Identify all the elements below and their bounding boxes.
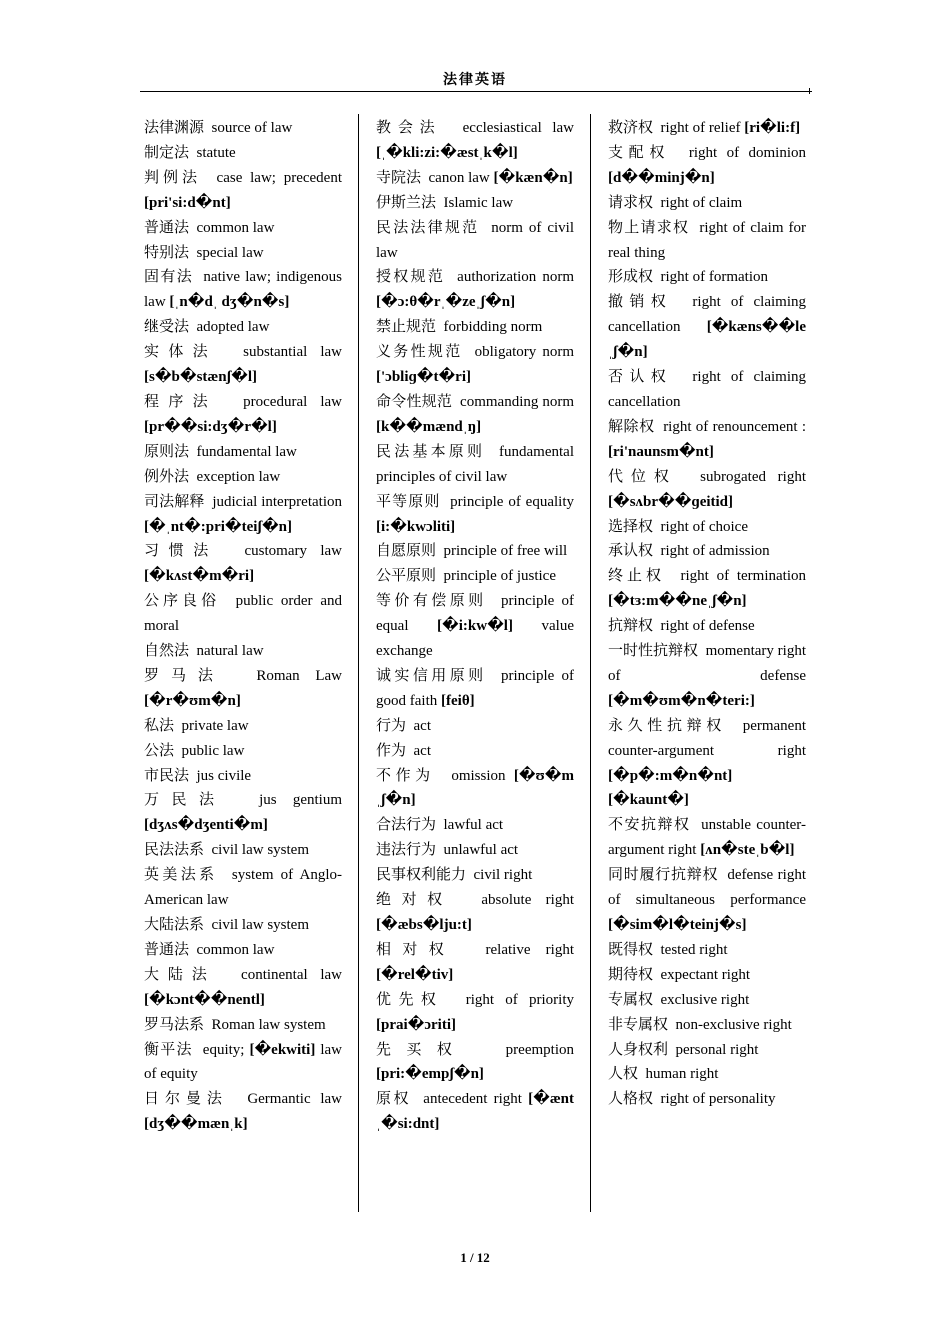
term-chinese: 习惯法	[144, 543, 218, 560]
term-chinese: 罗马法	[144, 667, 225, 684]
term-chinese: 普通法	[144, 941, 190, 958]
term-english: preemption	[505, 1041, 574, 1058]
term-chinese: 万民法	[144, 792, 227, 809]
glossary-entry	[376, 764, 574, 814]
glossary-entry	[376, 265, 574, 315]
glossary-entry	[376, 589, 574, 664]
glossary-entry	[376, 390, 574, 440]
glossary-entry	[608, 1038, 806, 1063]
term-chinese: 不作为	[376, 767, 435, 784]
term-phonetic: [�ekwiti]	[249, 1041, 316, 1058]
header-rule-tick	[809, 88, 810, 94]
term-chinese: 救济权	[608, 120, 654, 136]
glossary-entry	[144, 963, 342, 1013]
glossary-entry	[144, 1013, 342, 1038]
glossary-entry	[144, 216, 342, 241]
term-chinese: 形成权	[608, 269, 654, 286]
glossary-entry	[144, 788, 342, 838]
glossary-entry	[608, 813, 806, 863]
term-phonetic: [ri'naunsm�nt]	[608, 443, 714, 460]
term-english: Roman law system	[211, 1016, 326, 1033]
term-english: civil law system	[211, 842, 310, 859]
term-phonetic: [prai�ɔriti]	[376, 1016, 457, 1033]
term-phonetic: [pr��si:dʒ�r�l]	[144, 418, 277, 435]
glossary-entry	[376, 813, 574, 838]
term-english: public order and moral	[144, 593, 342, 635]
glossary-entry	[376, 714, 574, 739]
term-english: norm of civil law	[376, 219, 574, 261]
term-english: fundamental principles of civil law	[376, 443, 574, 485]
glossary-entry	[376, 988, 574, 1038]
glossary-entry	[376, 739, 574, 764]
glossary-entry	[608, 539, 806, 564]
document-header-title: 法律英语	[443, 72, 507, 88]
term-english: principle of free will	[443, 543, 568, 560]
term-phonetic: [�m�ʊm�n�teri:]	[608, 692, 755, 709]
term-english: act	[413, 717, 431, 734]
term-chinese: 衡平法	[144, 1041, 193, 1058]
term-english: momentary right of defense	[608, 643, 806, 684]
glossary-entry	[376, 863, 574, 888]
glossary-entry	[608, 1062, 806, 1087]
term-english: public law	[181, 742, 245, 759]
term-chinese: 大陆法	[144, 966, 216, 983]
glossary-entry	[144, 539, 342, 589]
term-phonetic: [dʒʌs�dʒenti�m]	[144, 817, 268, 834]
term-phonetic: [�tɜ:m��neˌʃ�n]	[608, 593, 747, 610]
glossary-entry	[608, 116, 806, 141]
term-phonetic: [�sʌbr��ɡeitid]	[608, 493, 734, 510]
term-phonetic: [pri'si:d�nt]	[144, 194, 231, 211]
glossary-entry	[144, 863, 342, 913]
glossary-entry	[608, 365, 806, 415]
term-english: principle of equality	[450, 493, 574, 510]
term-phonetic: [i:�kwɔliti]	[376, 518, 456, 535]
term-english: private law	[181, 717, 249, 734]
term-phonetic: [�kæn�n]	[493, 169, 573, 186]
term-english: statute	[196, 144, 236, 161]
glossary-entry	[144, 938, 342, 963]
glossary-entry	[144, 141, 342, 166]
term-chinese: 期待权	[608, 966, 654, 983]
term-chinese: 伊斯兰法	[376, 194, 437, 211]
term-english: customary law	[244, 543, 343, 560]
glossary-entry	[144, 1087, 342, 1137]
term-english: right of personality	[660, 1091, 776, 1108]
term-phonetic: [ˌ�kli:zi:�æstˌk�l]	[376, 144, 518, 161]
term-chinese: 人身权利	[608, 1041, 669, 1058]
term-phonetic: [�æbs�lju:t]	[376, 917, 472, 933]
term-chinese: 实体法	[144, 344, 217, 361]
term-english: civil right	[473, 867, 533, 884]
term-english: right of relief	[660, 120, 741, 136]
term-chinese: 市民法	[144, 767, 190, 784]
term-english: right of admission	[660, 543, 770, 560]
term-phonetic: [k��mændˌŋ]	[376, 418, 482, 435]
term-chinese: 违法行为	[376, 842, 437, 859]
term-chinese: 非专属权	[608, 1016, 669, 1033]
term-chinese: 选择权	[608, 518, 654, 535]
column-divider	[358, 114, 359, 1212]
column-divider	[590, 114, 591, 1212]
term-english: non-exclusive right	[675, 1016, 792, 1033]
term-phonetic: [�ʊ�mˌʃ�n]	[376, 767, 575, 809]
glossary-entry	[144, 315, 342, 340]
term-english: right of claim	[660, 194, 743, 211]
glossary-column-1	[144, 116, 342, 1137]
term-english: case law; precedent	[216, 169, 342, 186]
term-chinese: 普通法	[144, 219, 190, 236]
term-phonetic: [�kʌst�m�ri]	[144, 568, 255, 585]
glossary-entry	[144, 465, 342, 490]
term-phonetic: [�ˌnt�:pri�teiʃ�n]	[144, 518, 292, 535]
glossary-entry	[608, 141, 806, 191]
glossary-entry	[144, 1038, 342, 1088]
term-english: lawful act	[443, 817, 504, 834]
glossary-entry	[144, 116, 342, 141]
glossary-entry	[144, 390, 342, 440]
term-phonetic: [�kɔnt��nentl]	[144, 991, 265, 1008]
term-chinese: 请求权	[608, 194, 654, 211]
term-chinese: 民法法系	[144, 842, 205, 859]
term-phonetic: [�ɔ:θ�rˌ�zeˌʃ�n]	[376, 294, 516, 311]
glossary-entry	[144, 764, 342, 789]
term-phonetic: [d��minj�n]	[608, 169, 715, 186]
glossary-entry	[144, 838, 342, 863]
term-phonetic: ['ɔbliɡ�t�ri]	[376, 369, 471, 386]
term-english: Islamic law	[443, 194, 514, 211]
page-number: 1 / 12	[460, 1250, 490, 1265]
term-phonetic: [�rel�tiv]	[376, 966, 454, 983]
glossary-entry	[608, 191, 806, 216]
term-english: unstable counter-argument right	[608, 817, 806, 859]
term-chinese: 同时履行抗辩权	[608, 867, 719, 884]
term-english: right of choice	[660, 518, 748, 535]
term-chinese: 民法法律规范	[376, 219, 480, 236]
term-english: civil law system	[211, 917, 310, 933]
term-chinese: 命令性规范	[376, 393, 453, 410]
term-chinese: 行为	[376, 717, 407, 734]
term-chinese: 司法解释	[144, 493, 205, 510]
term-english: right of termination	[680, 568, 806, 585]
term-english-cont: law of equity	[144, 1041, 343, 1083]
term-english: tested right	[660, 941, 728, 958]
term-english: procedural law	[243, 393, 343, 410]
glossary-entry	[608, 290, 806, 365]
term-phonetic: [�i:kw�l]	[437, 618, 513, 635]
term-english: human right	[645, 1066, 719, 1083]
glossary-entry	[144, 913, 342, 938]
term-chinese: 原则法	[144, 443, 190, 460]
glossary-entry	[608, 988, 806, 1013]
term-english: Germantic law	[247, 1091, 342, 1108]
glossary-entry	[608, 639, 806, 714]
term-chinese: 授权规范	[376, 269, 446, 286]
glossary-column-3	[608, 116, 806, 1112]
term-english: principle of equal	[376, 593, 574, 635]
glossary-entry	[608, 515, 806, 540]
term-english: substantial law	[243, 344, 342, 361]
glossary-entry	[144, 639, 342, 664]
term-chinese: 民事权利能力	[376, 867, 467, 884]
term-phonetic: [ri�li:f]	[744, 120, 801, 136]
term-phonetic: [ˌn�dˌ dʒ�n�s]	[169, 294, 290, 311]
term-chinese: 继受法	[144, 319, 190, 336]
term-chinese: 先买权	[376, 1041, 468, 1058]
term-chinese: 抗辩权	[608, 618, 654, 635]
term-chinese: 大陆法系	[144, 917, 205, 933]
term-chinese: 公平原则	[376, 568, 437, 585]
glossary-entry	[144, 490, 342, 540]
term-chinese: 自然法	[144, 643, 190, 660]
term-english: right of priority	[465, 991, 574, 1008]
term-chinese: 民法基本原则	[376, 443, 486, 460]
term-chinese: 专属权	[608, 991, 654, 1008]
term-chinese: 程序法	[144, 393, 217, 410]
term-english: right of claiming cancellation	[608, 369, 806, 410]
glossary-entry	[608, 564, 806, 614]
term-phonetic: [�kæns��leˌʃ�n]	[608, 319, 806, 361]
term-chinese: 绝对权	[376, 892, 453, 909]
term-chinese: 否认权	[608, 369, 673, 386]
term-chinese: 代位权	[608, 468, 677, 485]
glossary-entry	[144, 739, 342, 764]
glossary-entry	[608, 1013, 806, 1038]
term-chinese: 特别法	[144, 244, 190, 261]
glossary-entry	[144, 166, 342, 216]
term-phonetic: [ʌn�steˌb�l]	[700, 842, 795, 859]
glossary-column-2	[376, 116, 574, 1137]
term-english: right of defense	[660, 618, 755, 635]
term-chinese: 例外法	[144, 468, 190, 485]
glossary-entry	[144, 589, 342, 639]
glossary-entry	[376, 564, 574, 589]
glossary-entry	[376, 490, 574, 540]
term-english: adopted law	[196, 319, 270, 336]
term-english: common law	[196, 941, 275, 958]
glossary-entry	[608, 963, 806, 988]
term-english: source of law	[211, 120, 293, 136]
glossary-entry	[144, 440, 342, 465]
glossary-entry	[608, 863, 806, 938]
glossary-entry	[376, 216, 574, 266]
glossary-entry	[376, 1087, 574, 1137]
term-english-cont: value exchange	[376, 618, 574, 660]
glossary-entry	[144, 241, 342, 266]
term-english: principle of justice	[443, 568, 556, 585]
term-chinese: 禁止规范	[376, 319, 437, 336]
term-chinese: 等价有偿原则	[376, 593, 487, 610]
term-english: absolute right	[481, 892, 574, 909]
glossary-entry	[608, 714, 806, 814]
term-chinese: 一时性抗辩权	[608, 643, 699, 660]
glossary-entry	[376, 116, 574, 166]
term-chinese: 承认权	[608, 543, 654, 560]
term-english: right of claim for real thing	[608, 219, 807, 261]
glossary-entry	[608, 265, 806, 290]
glossary-entry	[144, 340, 342, 390]
term-chinese: 制定法	[144, 144, 190, 161]
term-english: natural law	[196, 643, 264, 660]
glossary-entry	[608, 415, 806, 465]
term-english: obligatory norm	[474, 344, 574, 361]
term-english: omission	[451, 767, 506, 784]
term-english: equity;	[202, 1041, 245, 1058]
term-chinese: 法律渊源	[144, 120, 205, 136]
glossary-entry	[376, 838, 574, 863]
term-chinese: 自愿原则	[376, 543, 437, 560]
term-english: continental law	[241, 966, 342, 983]
glossary-entry	[144, 664, 342, 714]
glossary-entry	[376, 440, 574, 490]
term-chinese: 人格权	[608, 1091, 654, 1108]
term-chinese: 公序良俗	[144, 593, 221, 610]
term-chinese: 物上请求权	[608, 219, 690, 236]
term-phonetic: [�p�:m�n�nt] [�kaunt�]	[608, 767, 733, 809]
term-chinese: 撤销权	[608, 294, 673, 311]
term-chinese: 相对权	[376, 941, 456, 958]
term-english: right of dominion	[688, 144, 807, 161]
term-english: judicial interpretation	[212, 493, 342, 510]
term-chinese: 永久性抗辩权	[608, 717, 726, 734]
term-chinese: 不安抗辩权	[608, 817, 691, 834]
glossary-entry	[144, 714, 342, 739]
term-english: forbidding norm	[443, 319, 543, 336]
glossary-entry	[608, 465, 806, 515]
glossary-entry	[144, 265, 342, 315]
term-english: relative right	[485, 941, 574, 958]
term-chinese: 诚实信用原则	[376, 667, 487, 684]
term-english: personal right	[675, 1041, 759, 1058]
glossary-entry	[376, 166, 574, 191]
term-chinese: 私法	[144, 717, 175, 734]
term-phonetic: [feiθ]	[441, 692, 475, 709]
glossary-entry	[608, 938, 806, 963]
glossary-entry	[376, 1038, 574, 1088]
glossary-entry	[376, 539, 574, 564]
term-phonetic: [�sim�l�teinj�s]	[608, 917, 747, 933]
header-rule	[140, 91, 812, 92]
glossary-entry	[376, 664, 574, 714]
term-chinese: 日尔曼法	[144, 1091, 228, 1108]
term-english: unlawful act	[443, 842, 519, 859]
glossary-entry	[608, 614, 806, 639]
term-english: antecedent right	[423, 1091, 522, 1108]
glossary-entry	[608, 216, 806, 266]
term-english: permanent counter-argument right	[608, 717, 806, 759]
term-chinese: 优先权	[376, 991, 444, 1008]
term-chinese: 义务性规范	[376, 344, 463, 361]
term-chinese: 判例法	[144, 169, 202, 186]
term-chinese: 既得权	[608, 941, 654, 958]
term-chinese: 平等原则	[376, 493, 441, 510]
term-chinese: 罗马法系	[144, 1016, 205, 1033]
term-phonetic: [s�b�stænʃ�l]	[144, 369, 257, 386]
term-chinese: 作为	[376, 742, 407, 759]
term-chinese: 公法	[144, 742, 175, 759]
term-english: expectant right	[660, 966, 751, 983]
term-chinese: 人权	[608, 1066, 639, 1083]
term-chinese: 英美法系	[144, 867, 218, 884]
term-english: jus gentium	[259, 792, 343, 809]
term-chinese: 固有法	[144, 269, 194, 286]
term-chinese: 原权	[376, 1091, 411, 1108]
term-english: defense right of simultaneous performance	[608, 867, 807, 909]
term-english: exclusive right	[660, 991, 750, 1008]
term-english: canon law	[428, 169, 490, 186]
term-english: ecclesiastical law	[462, 120, 574, 136]
term-english: fundamental law	[196, 443, 297, 460]
term-english: jus civile	[196, 767, 252, 784]
term-english: authorization norm	[457, 269, 574, 286]
term-chinese: 寺院法	[376, 169, 422, 186]
term-english: right of claiming cancellation	[608, 294, 806, 336]
term-english: exception law	[196, 468, 281, 485]
glossary-entry	[608, 1087, 806, 1112]
term-english: special law	[196, 244, 264, 261]
term-chinese: 教会法	[376, 120, 442, 136]
glossary-entry	[376, 888, 574, 938]
term-chinese: 终止权	[608, 568, 666, 585]
term-english: native law; indigenous law	[144, 269, 342, 311]
term-phonetic: [pri:�empʃ�n]	[376, 1066, 484, 1083]
term-phonetic: [�æntˌ�si:dnt]	[376, 1091, 575, 1133]
glossary-entry	[376, 191, 574, 216]
term-chinese: 合法行为	[376, 817, 437, 834]
term-chinese: 解除权	[608, 418, 655, 435]
term-phonetic: [�r�ʊm�n]	[144, 692, 241, 709]
term-english: principle of good faith	[376, 667, 574, 709]
term-english: system of Anglo-American law	[144, 867, 342, 909]
glossary-entry	[376, 938, 574, 988]
glossary-entry	[376, 340, 574, 390]
term-english: commanding norm	[460, 393, 574, 410]
term-english: act	[413, 742, 431, 759]
term-english: common law	[196, 219, 275, 236]
term-english: subrogated right	[700, 468, 806, 485]
term-chinese: 支配权	[608, 144, 670, 161]
term-english: right of formation	[660, 269, 768, 286]
term-phonetic: [dʒ��mænˌk]	[144, 1116, 248, 1133]
term-english: right of renouncement :	[663, 418, 806, 435]
term-english: Roman Law	[256, 667, 343, 684]
glossary-entry	[376, 315, 574, 340]
